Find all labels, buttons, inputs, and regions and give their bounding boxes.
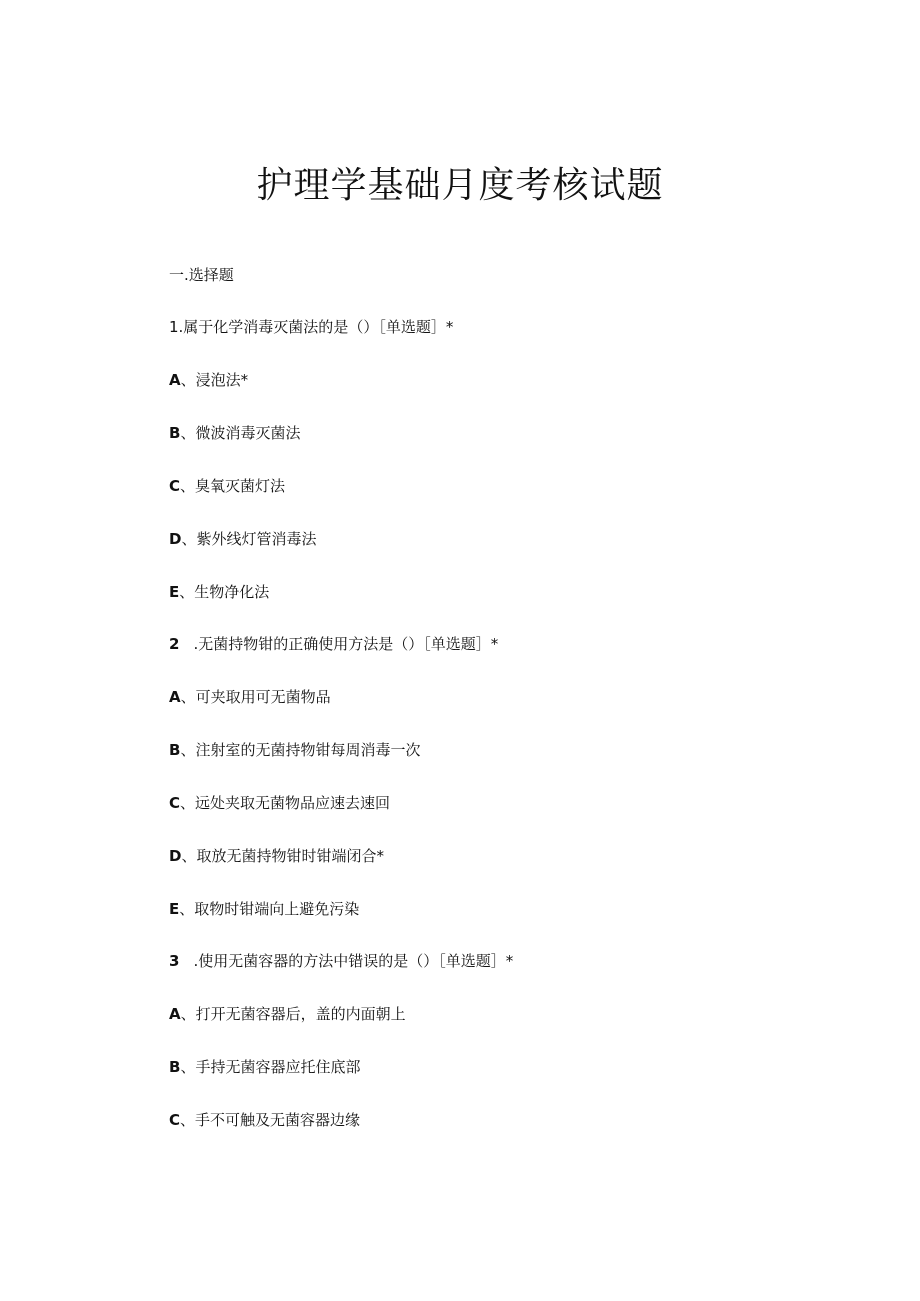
option-text: 、浸泡法* (180, 371, 249, 389)
section-heading: 一.选择题 (169, 266, 234, 284)
q2-option-c (169, 792, 390, 814)
option-label: A (169, 371, 181, 389)
option-label: E (169, 900, 180, 918)
option-text: 、紫外线灯管消毒法 (181, 530, 317, 548)
q1-option-e (169, 581, 269, 603)
option-text: 、注射室的无菌持物钳每周消毒一次 (180, 741, 421, 759)
q1-option-a (169, 369, 248, 391)
q1-option-c (169, 475, 285, 497)
option-label: D (169, 530, 182, 548)
option-label: C (169, 1111, 181, 1129)
option-label: D (169, 847, 182, 865)
q3-option-b (169, 1056, 360, 1078)
question-3-stem (169, 950, 513, 972)
q2-option-a (169, 686, 331, 708)
option-text: 、手不可触及无菌容器边缘 (180, 1111, 361, 1129)
page-title: 护理学基础月度考核试题 (256, 165, 664, 206)
question-text: .使用无菌容器的方法中错误的是（）［单选题］* (193, 952, 514, 970)
q2-option-e (169, 898, 359, 920)
option-text: 、臭氧灭菌灯法 (180, 477, 286, 495)
option-text: 、取物时钳端向上避免污染 (179, 900, 360, 918)
question-text: .无菌持物钳的正确使用方法是（）［单选题］* (193, 635, 499, 653)
q3-option-c (169, 1109, 360, 1131)
q1-option-b (169, 422, 300, 444)
question-number: 2 (169, 635, 180, 653)
option-text: 、取放无菌持物钳时钳端闭合* (181, 847, 384, 865)
option-label: C (169, 794, 181, 812)
option-label: C (169, 477, 181, 495)
option-label: B (169, 741, 181, 759)
option-text: 、手持无菌容器应托住底部 (180, 1058, 361, 1076)
q1-option-d (169, 528, 316, 550)
q3-option-a (169, 1003, 406, 1025)
question-2-stem (169, 633, 498, 655)
option-text: 、生物净化法 (179, 583, 270, 601)
option-text: 、远处夹取无菌物品应速去速回 (180, 794, 391, 812)
option-text: 、打开无菌容器后，盖的内面朝上 (180, 1005, 406, 1023)
option-text: 、可夹取用可无菌物品 (180, 688, 331, 706)
q2-option-b (169, 739, 420, 761)
option-label: A (169, 688, 181, 706)
q2-option-d (169, 845, 384, 867)
option-label: B (169, 1058, 181, 1076)
option-text: 、微波消毒灭菌法 (180, 424, 301, 442)
question-1-stem: 1.属于化学消毒灭菌法的是（）［单选题］* (169, 318, 454, 336)
option-label: A (169, 1005, 181, 1023)
question-number: 3 (169, 952, 180, 970)
option-label: B (169, 424, 181, 442)
option-label: E (169, 583, 180, 601)
